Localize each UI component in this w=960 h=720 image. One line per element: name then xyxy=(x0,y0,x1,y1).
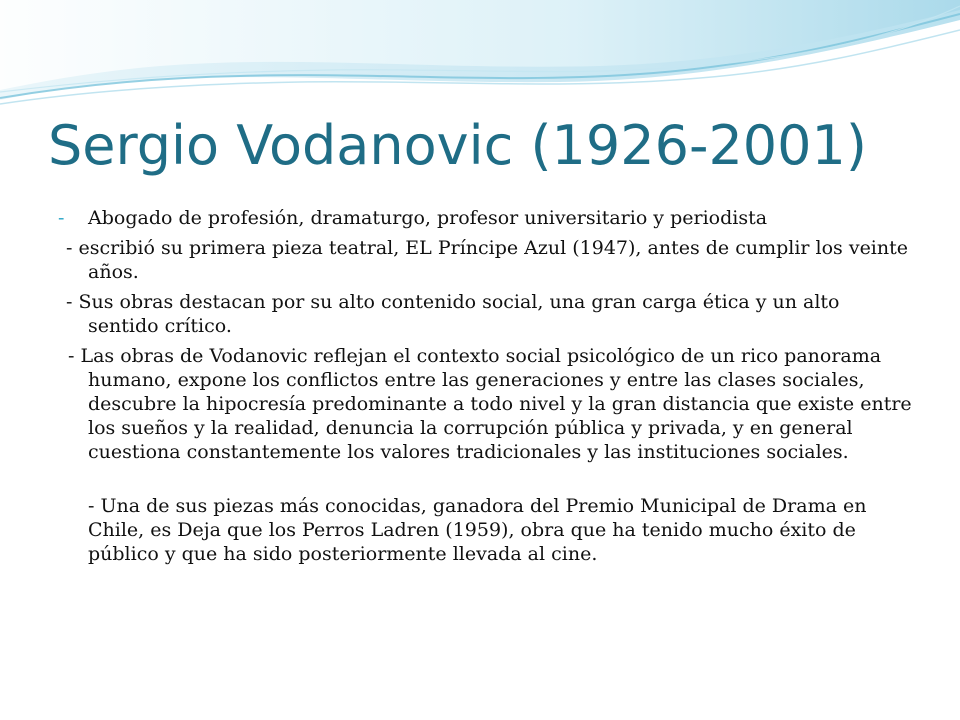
paragraph-known-work: - Una de sus piezas más conocidas, ganadora del Premio Municipal de Drama en Chile, es Deja que los Perros Ladren (1959), obra que ha tenido mucho éxito de público y que ha sido posteriormente llevada al cine. xyxy=(88,495,867,565)
bullet-marker: - xyxy=(58,207,65,229)
header-wave-decoration xyxy=(0,0,960,115)
slide-body xyxy=(56,206,916,572)
paragraph-profession-text: Abogado de profesión, dramaturgo, profesor universitario y periodista xyxy=(88,207,768,229)
slide-title: Sergio Vodanovic (1926-2001) xyxy=(48,114,867,177)
paragraph-context: - Las obras de Vodanovic reflejan el contexto social psicológico de un rico panorama humano, expone los conflictos entre las generaciones y entre las clases sociales, descubre la hipocresía predominante a todo nivel y la gran distancia que existe entre los sueños y la realidad, denuncia la corrupción pública y privada, y en general cuestiona constantemente los valores tradicionales y las instituciones sociales. xyxy=(68,345,912,463)
paragraph-first-play: - escribió su primera pieza teatral, EL Príncipe Azul (1947), antes de cumplir los veinte años. xyxy=(66,237,909,283)
paragraph-social-content: - Sus obras destacan por su alto contenido social, una gran carga ética y un alto sentido crítico. xyxy=(66,291,840,337)
paragraph-profession xyxy=(56,206,916,230)
